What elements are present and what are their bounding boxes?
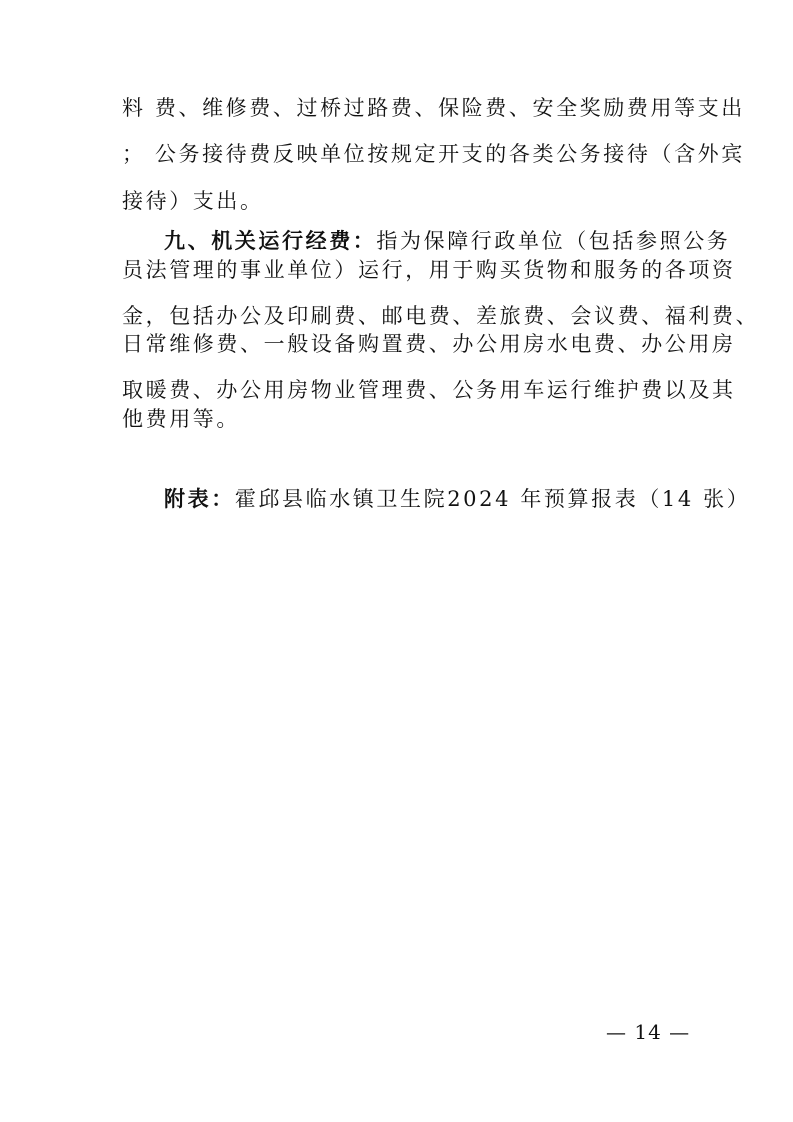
text-line: 金，包括办公及印刷费、邮电费、差旅费、会议费、福利费、 [122,304,760,328]
text-line: ； 公务接待费反映单位按规定开支的各类公务接待（含外宾 [122,142,745,166]
text-line: 日常维修费、一般设备购置费、办公用房水电费、办公用房 [122,332,736,356]
attachment-line [164,479,750,519]
text-line: 他费用等。 [122,407,240,431]
text-line: 料 费、维修费、过桥过路费、保险费、安全奖励费用等支出 [122,96,745,120]
text-line: 员法管理的事业单位）运行，用于购买货物和服务的各项资 [122,258,736,282]
text-line: 接待）支出。 [122,189,264,213]
attachment-text: 霍邱县临水镇卫生院2024 年预算报表（14 张） [234,487,751,511]
section-heading: 九、机关运行经费： [164,228,377,253]
page-number: — 14 — [606,1020,691,1044]
text-line: 取暖费、办公用房物业管理费、公务用车运行维护费以及其 [122,378,736,402]
attachment-label: 附表： [164,486,235,511]
text-run: 指为保障行政单位（包括参照公务 [376,229,731,253]
